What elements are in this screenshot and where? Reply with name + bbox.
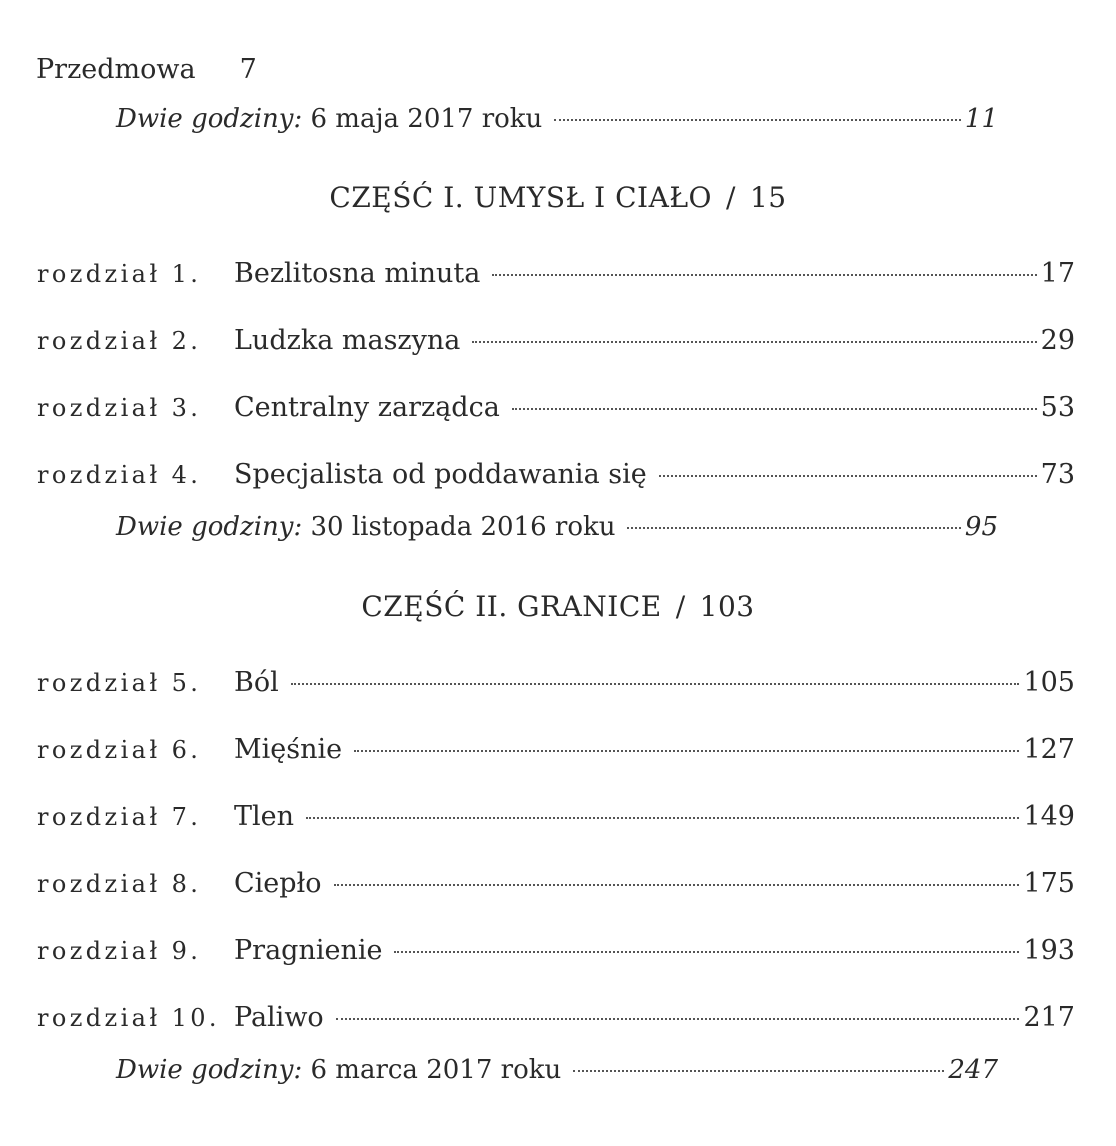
leader-dots [336,1018,1020,1020]
preface-page-number: 7 [239,54,257,85]
part-2-heading[interactable] [0,590,1116,623]
interlude-date: 30 listopada 2016 roku [310,512,616,542]
interlude-page-number: 95 [964,512,998,542]
chapter-page-number: 105 [1023,667,1075,698]
toc-entry-interlude-1[interactable] [116,104,998,134]
part-1-heading[interactable] [0,181,1116,214]
chapter-title: Paliwo [234,1002,324,1033]
leader-dots [291,683,1020,685]
leader-dots [492,274,1036,276]
chapter-title: Ból [234,667,279,698]
leader-dots [394,951,1019,953]
chapter-title: Ludzka maszyna [234,325,461,356]
preface-title: Przedmowa [36,54,196,85]
toc-entry-chapter-8[interactable] [37,868,1075,899]
leader-dots [472,341,1036,343]
chapter-page-number: 193 [1023,935,1075,966]
leader-dots [627,527,960,529]
chapter-title: Mięśnie [234,734,343,765]
chapter-page-number: 127 [1023,734,1075,765]
chapter-title: Ciepło [234,868,322,899]
chapter-number: rozdział 7. [37,803,202,831]
chapter-number: rozdział 10. [37,1004,220,1032]
chapter-number: rozdział 9. [37,937,202,965]
chapter-page-number: 29 [1040,325,1075,356]
chapter-title: Bezlitosna minuta [234,258,481,289]
chapter-title: Pragnienie [234,935,383,966]
chapter-page-number: 175 [1023,868,1075,899]
chapter-page-number: 73 [1040,459,1075,490]
chapter-page-number: 217 [1023,1002,1075,1033]
chapter-number: rozdział 8. [37,870,202,898]
chapter-number: rozdział 6. [37,736,202,764]
part-separator: / [726,181,736,214]
toc-entry-chapter-4[interactable] [37,459,1075,490]
toc-entry-chapter-3[interactable] [37,392,1075,423]
leader-dots [354,750,1019,752]
interlude-page-number: 11 [964,104,998,134]
chapter-title: Centralny zarządca [234,392,500,423]
interlude-page-number: 247 [948,1055,998,1085]
interlude-date: 6 marca 2017 roku [310,1055,562,1085]
part-page-number: 103 [699,590,755,623]
leader-dots [554,119,961,121]
part-title: CZĘŚĆ I. UMYSŁ I CIAŁO [329,181,713,214]
toc-entry-chapter-10[interactable] [37,1002,1075,1033]
interlude-label: Dwie godziny: [116,1055,303,1085]
leader-dots [334,884,1020,886]
chapter-number: rozdział 4. [37,461,202,489]
toc-entry-chapter-9[interactable] [37,935,1075,966]
interlude-label: Dwie godziny: [116,512,303,542]
chapter-number: rozdział 3. [37,394,202,422]
chapter-page-number: 53 [1040,392,1075,423]
chapter-page-number: 149 [1023,801,1075,832]
leader-dots [573,1070,944,1072]
toc-entry-chapter-2[interactable] [37,325,1075,356]
interlude-date: 6 maja 2017 roku [310,104,543,134]
toc-entry-chapter-6[interactable] [37,734,1075,765]
toc-entry-chapter-7[interactable] [37,801,1075,832]
toc-entry-chapter-1[interactable] [37,258,1075,289]
part-separator: / [675,590,686,623]
interlude-label: Dwie godziny: [116,104,303,134]
leader-dots [659,475,1037,477]
toc-entry-preface[interactable] [36,54,257,85]
chapter-number: rozdział 5. [37,669,202,697]
part-page-number: 15 [749,181,787,214]
leader-dots [512,408,1037,410]
leader-dots [306,817,1019,819]
chapter-number: rozdział 2. [37,327,202,355]
chapter-title: Specjalista od poddawania się [234,459,647,490]
part-title: CZĘŚĆ II. GRANICE [361,590,662,623]
toc-entry-interlude-3[interactable] [116,1055,998,1085]
chapter-number: rozdział 1. [37,260,202,288]
toc-entry-chapter-5[interactable] [37,667,1075,698]
chapter-title: Tlen [234,801,295,832]
chapter-page-number: 17 [1040,258,1075,289]
toc-entry-interlude-2[interactable] [116,512,998,542]
